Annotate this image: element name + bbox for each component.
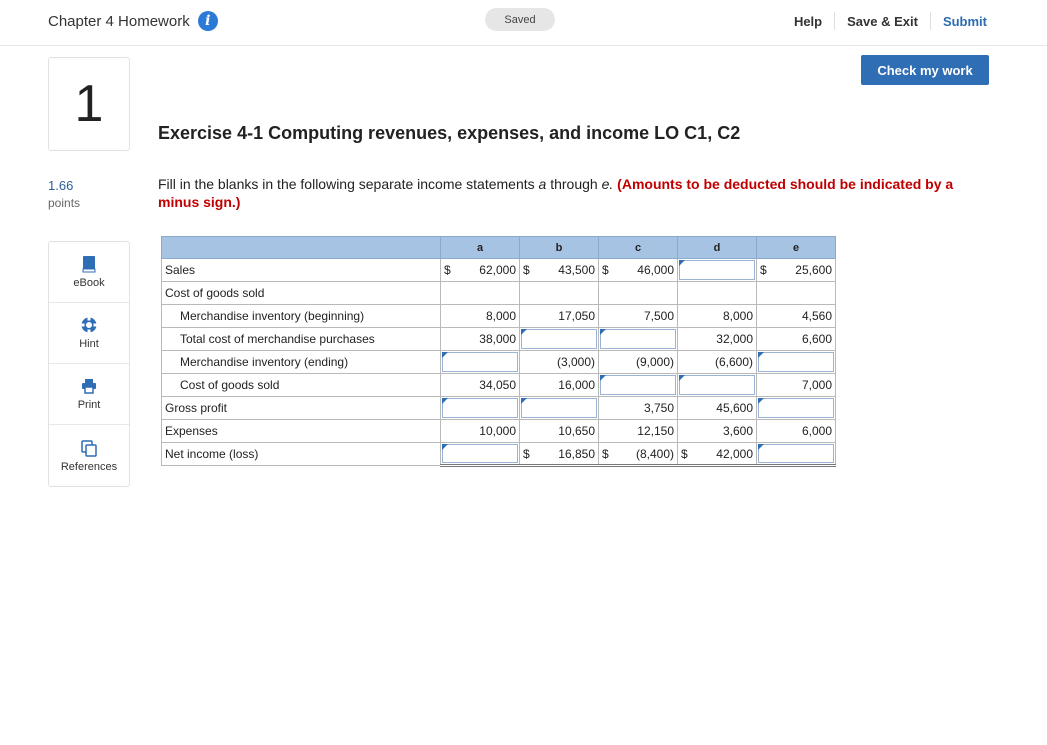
input-box[interactable] xyxy=(758,444,834,463)
cell-value: 32,000 xyxy=(716,332,753,346)
instruction-a: a xyxy=(538,176,547,192)
cell-value: 12,150 xyxy=(637,424,674,438)
answer-input[interactable] xyxy=(441,351,520,374)
currency-symbol: $ xyxy=(602,446,609,461)
value-cell xyxy=(678,328,757,351)
value-cell xyxy=(520,305,599,328)
ebook-button[interactable] xyxy=(49,242,129,303)
question-number: 1 xyxy=(48,57,130,151)
column-header-a: a xyxy=(441,237,520,259)
copy-icon xyxy=(80,439,98,457)
save-exit-link[interactable]: Save & Exit xyxy=(847,13,918,29)
value-cell xyxy=(520,259,599,282)
instruction-through: through xyxy=(550,176,598,192)
points-value: 1.66 xyxy=(48,178,74,193)
instruction-e: e. xyxy=(601,176,614,192)
input-box[interactable] xyxy=(521,329,597,349)
value-cell xyxy=(520,443,599,466)
answer-input[interactable] xyxy=(757,397,836,420)
references-button[interactable] xyxy=(49,425,129,486)
value-cell xyxy=(678,397,757,420)
answer-input[interactable] xyxy=(441,397,520,420)
cell-value: 8,000 xyxy=(722,309,753,323)
table-row xyxy=(162,397,836,420)
cell-value: 46,000 xyxy=(637,263,674,277)
table-row xyxy=(162,374,836,397)
saved-status-badge: Saved xyxy=(485,8,555,31)
column-header-c: c xyxy=(599,237,678,259)
column-header-b: b xyxy=(520,237,599,259)
input-box[interactable] xyxy=(442,398,518,418)
table-row xyxy=(162,443,836,466)
value-cell xyxy=(599,259,678,282)
answer-input[interactable] xyxy=(520,397,599,420)
cell-value: (3,000) xyxy=(556,355,595,369)
table-row xyxy=(162,259,836,282)
value-cell xyxy=(599,397,678,420)
instructions xyxy=(158,175,958,211)
top-actions xyxy=(782,12,987,30)
table-row xyxy=(162,282,836,305)
cell-value: 38,000 xyxy=(479,332,516,346)
print-button[interactable] xyxy=(49,364,129,425)
answer-input[interactable] xyxy=(599,374,678,397)
value-cell xyxy=(599,420,678,443)
cell-value: 16,850 xyxy=(558,446,595,461)
instruction-note: (Amounts to be deducted should be indicated by a minus sign.) xyxy=(158,176,954,210)
input-marker-icon xyxy=(521,329,527,335)
cell-value: 6,000 xyxy=(801,424,832,438)
table-row xyxy=(162,305,836,328)
answer-input[interactable] xyxy=(520,328,599,351)
empty-cell xyxy=(441,282,520,305)
input-box[interactable] xyxy=(758,398,834,418)
row-label-cogs: Cost of goods sold xyxy=(162,374,441,397)
value-cell xyxy=(757,374,836,397)
header-blank xyxy=(162,237,441,259)
cell-value: (9,000) xyxy=(635,355,674,369)
currency-symbol: $ xyxy=(602,263,609,277)
value-cell xyxy=(678,443,757,466)
answer-input[interactable] xyxy=(599,328,678,351)
input-box[interactable] xyxy=(758,352,834,372)
book-icon xyxy=(80,255,98,273)
info-icon[interactable]: i xyxy=(198,11,218,31)
answer-input[interactable] xyxy=(678,374,757,397)
row-label-cogs-header: Cost of goods sold xyxy=(162,282,441,305)
hint-button[interactable] xyxy=(49,303,129,364)
value-cell xyxy=(441,328,520,351)
input-marker-icon xyxy=(521,398,527,404)
value-cell xyxy=(757,259,836,282)
value-cell xyxy=(520,351,599,374)
input-marker-icon xyxy=(442,444,448,450)
empty-cell xyxy=(520,282,599,305)
input-box[interactable] xyxy=(679,260,755,280)
value-cell xyxy=(520,420,599,443)
answer-input[interactable] xyxy=(678,259,757,282)
answer-input[interactable] xyxy=(441,443,520,466)
value-cell xyxy=(599,305,678,328)
input-box[interactable] xyxy=(521,398,597,418)
cell-value: (6,600) xyxy=(714,355,753,369)
printer-icon xyxy=(80,377,98,395)
input-marker-icon xyxy=(442,398,448,404)
help-link[interactable]: Help xyxy=(793,13,823,29)
value-cell xyxy=(441,305,520,328)
row-label-inv-end: Merchandise inventory (ending) xyxy=(162,351,441,374)
input-marker-icon xyxy=(600,329,606,335)
currency-symbol: $ xyxy=(760,263,767,277)
input-box[interactable] xyxy=(442,444,518,463)
row-label-gross-profit: Gross profit xyxy=(162,397,441,420)
row-label-inv-begin: Merchandise inventory (beginning) xyxy=(162,305,441,328)
table-row xyxy=(162,420,836,443)
input-marker-icon xyxy=(679,260,685,266)
value-cell xyxy=(441,374,520,397)
row-label-sales: Sales xyxy=(162,259,441,282)
value-cell xyxy=(678,351,757,374)
empty-cell xyxy=(757,282,836,305)
top-bar xyxy=(0,0,1047,46)
cell-value: 8,000 xyxy=(485,309,516,323)
cell-value: 62,000 xyxy=(479,263,516,277)
answer-input[interactable] xyxy=(757,351,836,374)
input-marker-icon xyxy=(600,375,606,381)
value-cell xyxy=(520,374,599,397)
cell-value: 34,050 xyxy=(479,378,516,392)
currency-symbol: $ xyxy=(523,446,530,461)
cell-value: 10,000 xyxy=(479,424,516,438)
check-my-work-button[interactable]: Check my work xyxy=(861,55,989,85)
value-cell xyxy=(757,305,836,328)
table-header-row xyxy=(162,237,836,259)
input-marker-icon xyxy=(679,375,685,381)
income-statement-table xyxy=(161,236,836,467)
empty-cell xyxy=(599,282,678,305)
value-cell xyxy=(599,443,678,466)
lifebuoy-icon xyxy=(80,316,98,334)
cell-value: (8,400) xyxy=(635,446,674,461)
column-header-d: d xyxy=(678,237,757,259)
cell-value: 6,600 xyxy=(801,332,832,346)
cell-value: 3,600 xyxy=(722,424,753,438)
cell-value: 25,600 xyxy=(795,263,832,277)
assignment-title xyxy=(48,11,218,31)
input-box[interactable] xyxy=(679,375,755,395)
input-box[interactable] xyxy=(442,352,518,372)
value-cell xyxy=(441,259,520,282)
answer-input[interactable] xyxy=(757,443,836,466)
assignment-title-text: Chapter 4 Homework xyxy=(48,12,190,30)
row-label-total-cost: Total cost of merchandise purchases xyxy=(162,328,441,351)
value-cell xyxy=(757,328,836,351)
cell-value: 4,560 xyxy=(801,309,832,323)
cell-value: 7,500 xyxy=(643,309,674,323)
cell-value: 43,500 xyxy=(558,263,595,277)
value-cell xyxy=(599,351,678,374)
input-marker-icon xyxy=(758,352,764,358)
cell-value: 3,750 xyxy=(643,401,674,415)
cell-value: 17,050 xyxy=(558,309,595,323)
row-label-net-income: Net income (loss) xyxy=(162,443,441,466)
references-label: References xyxy=(60,460,118,473)
print-label: Print xyxy=(77,399,101,411)
cell-value: 42,000 xyxy=(716,446,753,461)
ebook-label: eBook xyxy=(73,277,105,289)
input-box[interactable] xyxy=(600,375,676,395)
table-row xyxy=(162,328,836,351)
column-header-e: e xyxy=(757,237,836,259)
submit-link[interactable]: Submit xyxy=(942,13,987,29)
input-box[interactable] xyxy=(600,329,676,349)
currency-symbol: $ xyxy=(444,263,451,277)
tools-panel xyxy=(48,241,130,487)
currency-symbol: $ xyxy=(523,263,530,277)
cell-value: 16,000 xyxy=(558,378,595,392)
input-marker-icon xyxy=(758,444,764,450)
cell-value: 10,650 xyxy=(558,424,595,438)
empty-cell xyxy=(678,282,757,305)
table-row xyxy=(162,351,836,374)
value-cell xyxy=(441,420,520,443)
cell-value: 7,000 xyxy=(801,378,832,392)
input-marker-icon xyxy=(758,398,764,404)
value-cell xyxy=(757,420,836,443)
input-marker-icon xyxy=(442,352,448,358)
instruction-text: Fill in the blanks in the following separate income statements xyxy=(158,176,535,192)
hint-label: Hint xyxy=(79,338,99,350)
row-label-expenses: Expenses xyxy=(162,420,441,443)
exercise-title: Exercise 4-1 Computing revenues, expenses, and income LO C1, C2 xyxy=(158,123,741,143)
currency-symbol: $ xyxy=(681,446,688,461)
value-cell xyxy=(678,420,757,443)
value-cell xyxy=(678,305,757,328)
points-label: points xyxy=(48,196,81,210)
cell-value: 45,600 xyxy=(716,401,753,415)
